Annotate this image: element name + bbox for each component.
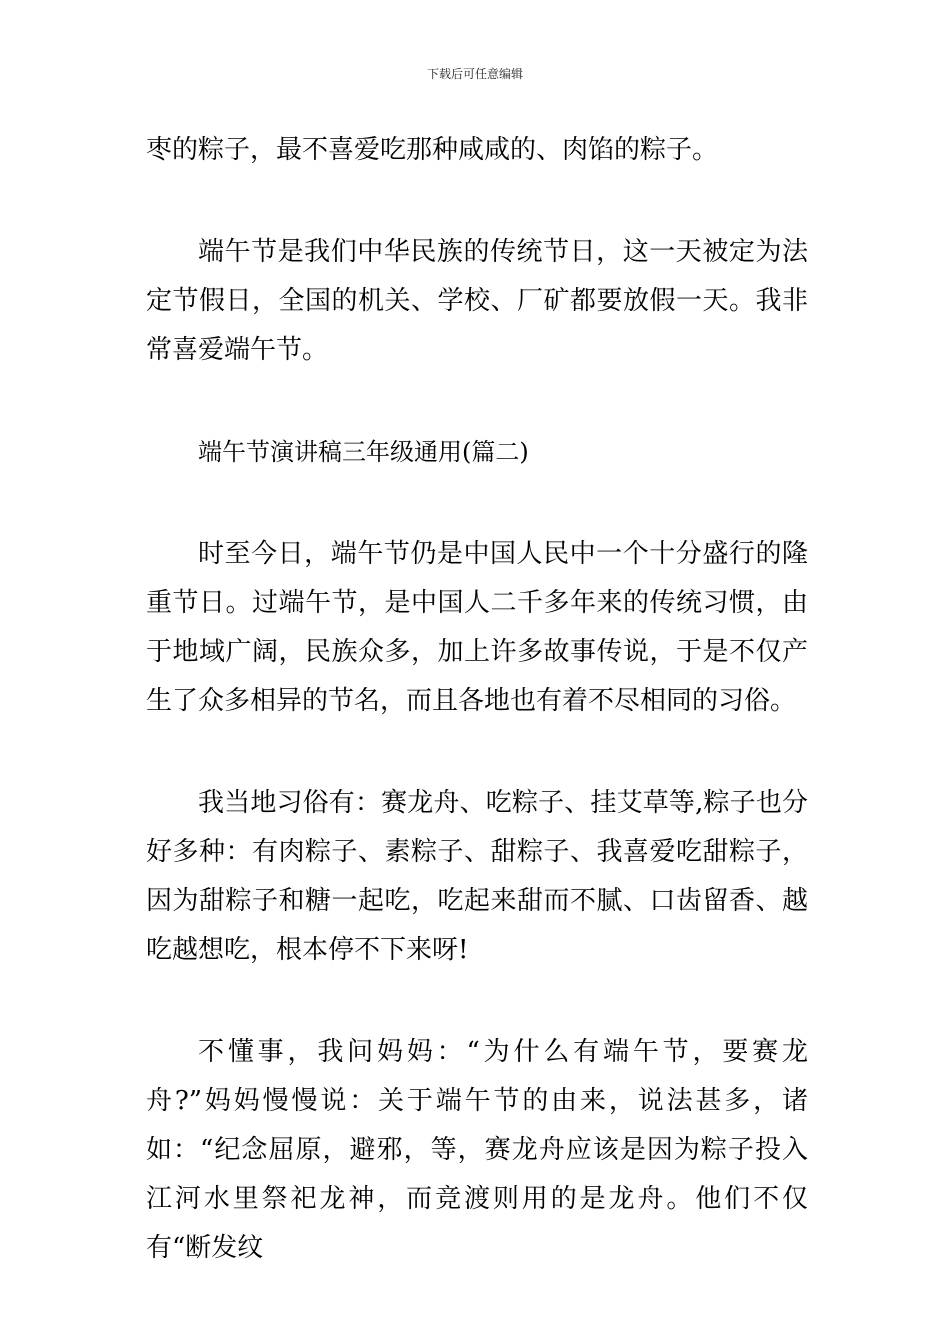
paragraph: 我当地习俗有：赛龙舟、吃粽子、挂艾草等,粽子也分好多种：有肉粽子、素粽子、甜粽子、我喜爱吃甜粽子，因为甜粽子和糖一起吃，吃起来甜而不腻、口齿留香、越吃越想吃，根本停不下来呀! [146,788,808,965]
section-heading: 端午节演讲稿三年级通用(篇二) [198,438,529,466]
document-body [146,126,808,1326]
page-header: 下载后可任意编辑 [426,67,523,81]
paragraph: 不懂事，我问妈妈：“为什么有端午节，要赛龙舟?”妈妈慢慢说：关于端午节的由来，说法甚多，诸如：“纪念屈原，避邪，等，赛龙舟应该是因为粽子投入江河水里祭祀龙神，而竞渡则用的是龙舟。他们不仅有“断发纹 [146,1037,808,1263]
paragraph: 端午节是我们中华民族的传统节日，这一天被定为法定节假日，全国的机关、学校、厂矿都要放假一天。我非常喜爱端午节。 [146,237,808,365]
paragraph: 时至今日，端午节仍是中国人民中一个十分盛行的隆重节日。过端午节，是中国人二千多年来的传统习惯，由于地域广阔，民族众多，加上许多故事传说，于是不仅产生了众多相异的节名，而且各地也有着不尽相同的习俗。 [146,539,808,716]
paragraph-continuation: 枣的粽子，最不喜爱吃那种咸咸的、肉馅的粽子。 [146,135,719,165]
